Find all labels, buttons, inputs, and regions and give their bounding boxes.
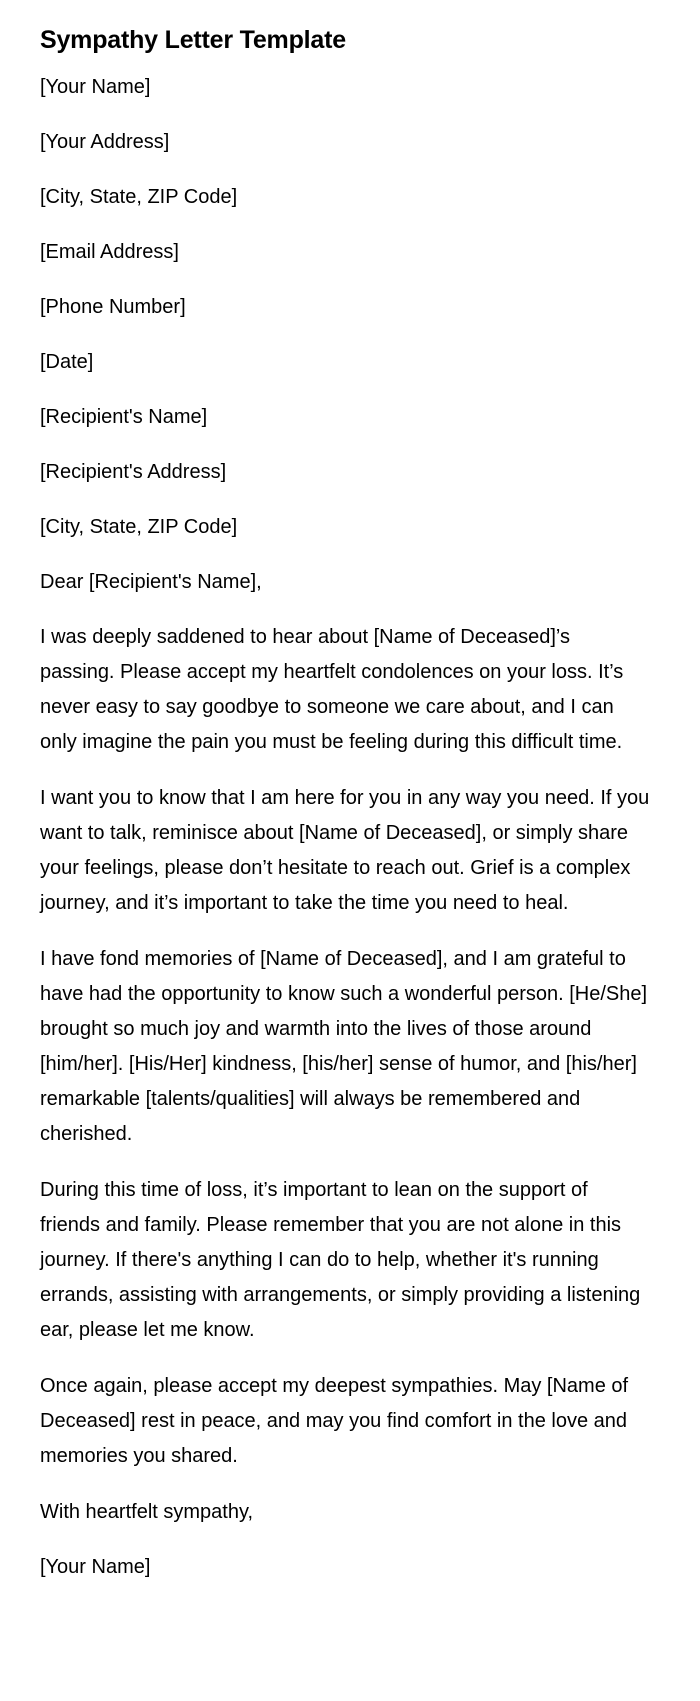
closing: With heartfelt sympathy, <box>40 1501 254 1523</box>
body-paragraph: I want you to know that I am here for you in any way you need. If you want to talk, reminisce about [Name of Deceased], or simply share your feelings, please don’t hesitate to reach out. Grief is a complex journey, and it’s important to take the time you need to heal. <box>40 787 650 914</box>
sender-city-state-zip: [City, State, ZIP Code] <box>40 186 238 208</box>
recipient-address: [Recipient's Address] <box>40 461 227 483</box>
sender-address: [Your Address] <box>40 131 170 153</box>
document-title: Sympathy Letter Template <box>40 26 346 54</box>
sender-phone: [Phone Number] <box>40 296 186 318</box>
body-paragraph: Once again, please accept my deepest sympathies. May [Name of Deceased] rest in peace, and may you find comfort in the love and memories you shared. <box>40 1375 629 1467</box>
sender-email: [Email Address] <box>40 241 179 263</box>
signature: [Your Name] <box>40 1556 151 1578</box>
recipient-city-state-zip: [City, State, ZIP Code] <box>40 516 238 538</box>
sender-name: [Your Name] <box>40 76 151 98</box>
recipient-name: [Recipient's Name] <box>40 406 208 428</box>
body-paragraph: I was deeply saddened to hear about [Name of Deceased]’s passing. Please accept my heartfelt condolences on your loss. It’s never easy to say goodbye to someone we care about, and I can only imagine the pain you must be feeling during this difficult time. <box>40 626 624 753</box>
letter-date: [Date] <box>40 351 94 373</box>
salutation: Dear [Recipient's Name], <box>40 571 262 593</box>
letter-document <box>40 22 650 1605</box>
body-paragraph: During this time of loss, it’s important to lean on the support of friends and family. Please remember that you are not alone in this journey. If there's anything I can do to help, whether it's running errands, assisting with arrangements, or simply providing a listening ear, please let me know. <box>40 1179 641 1341</box>
body-paragraph: I have fond memories of [Name of Deceased], and I am grateful to have had the opportunity to know such a wonderful person. [He/She] brought so much joy and warmth into the lives of those around [him/her]. [His/Her] kindness, [his/her] sense of humor, and [his/her] remarkable [talents/qualities] will always be remembered and cherished. <box>40 948 648 1145</box>
